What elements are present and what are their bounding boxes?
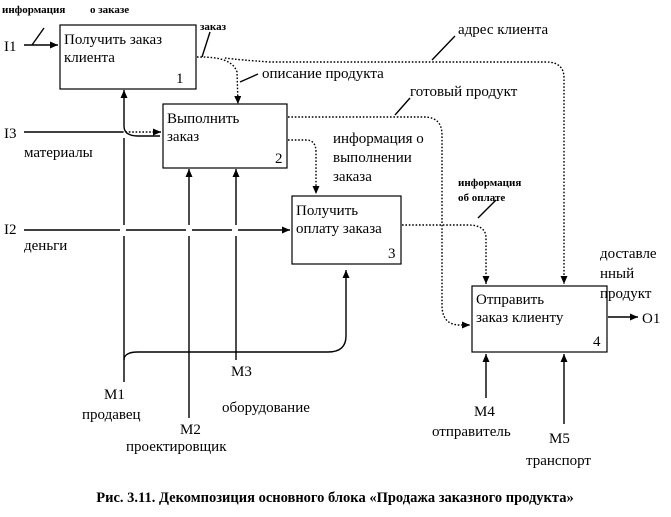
label-i1-b: о заказе	[90, 4, 130, 16]
label-order: заказ	[200, 21, 227, 33]
block-1-title-line1: Получить заказ	[64, 32, 163, 48]
label-i2-code: I2	[4, 222, 17, 238]
block-4	[472, 286, 607, 352]
arrow-payment-info	[402, 225, 486, 284]
arrow-order	[197, 57, 238, 104]
arrow-address-leader	[432, 36, 455, 60]
label-finished-product: готовый продукт	[410, 84, 518, 100]
label-m4-code: M4	[474, 404, 495, 420]
label-m1-seller: продавец	[82, 407, 141, 423]
label-i3-code: I3	[4, 126, 17, 142]
label-exec-info-2: выполнении	[333, 150, 412, 166]
label-m5-code: M5	[549, 431, 570, 447]
label-exec-info-3: заказа	[333, 169, 372, 185]
label-i2-money: деньги	[24, 238, 68, 254]
arrow-m1-to-block2	[124, 126, 160, 136]
arrow-m1-branch	[124, 270, 346, 360]
label-m2-code: M2	[180, 422, 201, 438]
block-3-title-line2: оплату заказа	[296, 221, 382, 237]
block-2-title-line1: Выполнить	[167, 111, 240, 127]
block-1-title-line2: клиента	[64, 50, 115, 66]
label-product-description: описание продукта	[262, 66, 384, 82]
label-m3-code: M3	[231, 364, 252, 380]
block-4-title-line2: заказ клиенту	[476, 310, 564, 326]
block-3-title-line1: Получить	[296, 203, 359, 219]
label-output-code: O1	[642, 311, 661, 327]
label-m2-designer: проектировщик	[126, 439, 227, 455]
label-i3-materials: материалы	[24, 145, 93, 161]
label-m1-code: M1	[104, 387, 125, 403]
block-4-title-line1: Отправить	[476, 292, 545, 308]
arrow-order-leader	[202, 32, 210, 57]
label-m3-equipment: оборудование	[222, 400, 310, 416]
figure-caption: Рис. 3.11. Декомпозиция основного блока «Продажа заказного продукта»	[96, 490, 574, 506]
arrow-finished-leader	[395, 98, 410, 115]
block-3-number: 3	[388, 246, 396, 262]
arrow-description-leader	[240, 74, 258, 82]
block-3	[292, 196, 401, 264]
block-1-number: 1	[176, 71, 184, 87]
label-client-address: адрес клиента	[458, 22, 549, 38]
block-2-number: 2	[275, 151, 283, 167]
label-i1-a: информация	[2, 4, 66, 16]
block-2	[163, 104, 287, 168]
block-1	[60, 25, 196, 89]
label-output-line3: продукт	[600, 286, 652, 302]
label-m4-sender: отправитель	[432, 424, 511, 440]
arrow-exec-info	[288, 140, 316, 194]
label-pay-info-2: об оплате	[458, 192, 506, 204]
block-2-title-line2: заказ	[167, 129, 200, 145]
label-i1-code: I1	[4, 39, 17, 55]
arrow-i1-label-leader	[32, 28, 44, 45]
label-pay-info-1: информация	[458, 177, 522, 189]
label-exec-info-1: информация о	[333, 131, 424, 147]
label-output-line2: нный	[600, 266, 635, 282]
block-4-number: 4	[593, 334, 601, 350]
label-m5-transport: транспорт	[526, 453, 591, 469]
label-output-line1: доставле	[600, 246, 657, 262]
